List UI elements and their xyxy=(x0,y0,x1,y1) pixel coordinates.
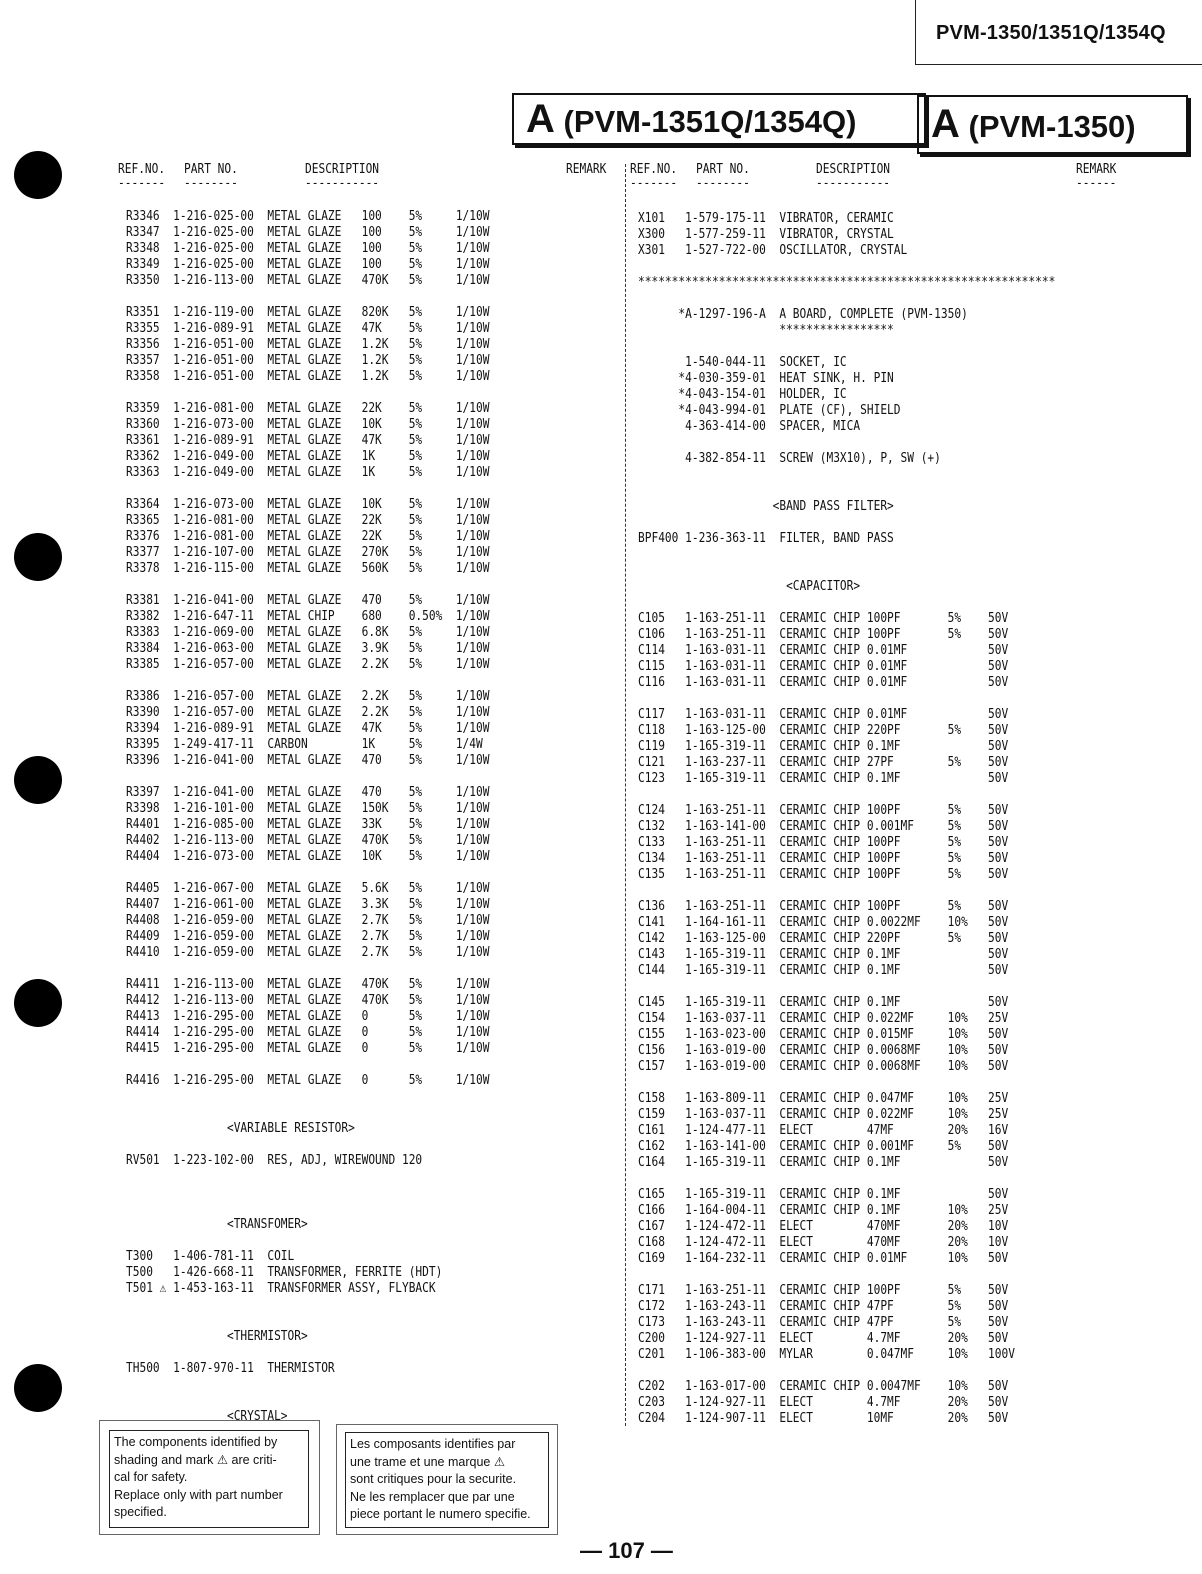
spacer-row xyxy=(126,1137,489,1153)
part-row: C105 1-163-251-11 CERAMIC CHIP 100PF 5% 50V xyxy=(638,611,1009,626)
part-row: R3351 1-216-119-00 METAL GLAZE 820K 5% 1/10W xyxy=(126,305,490,320)
note-line: Replace only with part number xyxy=(114,1487,283,1502)
part-row: C202 1-163-017-00 CERAMIC CHIP 0.0047MF 10% 50V xyxy=(638,1379,1009,1394)
note-line: specified. xyxy=(114,1505,167,1519)
part-row: <CRYSTAL> xyxy=(126,1409,288,1424)
model-title: PVM-1350/1351Q/1354Q xyxy=(936,22,1166,44)
part-row: C171 1-163-251-11 CERAMIC CHIP 100PF 5% 50V xyxy=(638,1283,1009,1298)
part-row: *4-043-994-01 PLATE (CF), SHIELD xyxy=(638,403,901,418)
part-row: R3348 1-216-025-00 METAL GLAZE 100 5% 1/10W xyxy=(126,241,490,256)
banner-model: (PVM-1350) xyxy=(959,109,1136,144)
left-header-desc-rule: ----------- xyxy=(305,176,380,191)
part-row: C165 1-165-319-11 CERAMIC CHIP 0.1MF 50V xyxy=(638,1187,1009,1202)
part-row: C117 1-163-031-11 CERAMIC CHIP 0.01MF 50V xyxy=(638,707,1009,722)
part-row: C132 1-163-141-00 CERAMIC CHIP 0.001MF 5% 50V xyxy=(638,819,1009,834)
part-row: <CAPACITOR> xyxy=(638,579,861,594)
part-row: R3386 1-216-057-00 METAL GLAZE 2.2K 5% 1/10W xyxy=(126,689,490,704)
spacer-row xyxy=(126,1345,489,1361)
right-header-part-rule: -------- xyxy=(696,176,750,191)
spacer-row xyxy=(126,865,489,881)
banner-a-1350 xyxy=(917,95,1188,154)
note-line: piece portant le numero specifie. xyxy=(350,1507,531,1521)
punch-hole xyxy=(14,979,62,1027)
part-row: R3361 1-216-089-91 METAL GLAZE 47K 5% 1/10W xyxy=(126,433,490,448)
part-row: C118 1-163-125-00 CERAMIC CHIP 220PF 5% 50V xyxy=(638,723,1009,738)
banner-board-letter: A xyxy=(526,97,555,141)
part-row: RV501 1-223-102-00 RES, ADJ, WIREWOUND 120 xyxy=(126,1153,423,1168)
part-row: C135 1-163-251-11 CERAMIC CHIP 100PF 5% 50V xyxy=(638,867,1009,882)
right-header-desc: DESCRIPTION xyxy=(816,162,891,177)
part-row: R3383 1-216-069-00 METAL GLAZE 6.8K 5% 1/10W xyxy=(126,625,490,640)
part-row: C115 1-163-031-11 CERAMIC CHIP 0.01MF 50V xyxy=(638,659,1009,674)
part-row: R3390 1-216-057-00 METAL GLAZE 2.2K 5% 1/10W xyxy=(126,705,490,720)
right-header-part: PART NO. xyxy=(696,162,750,177)
part-row: R3350 1-216-113-00 METAL GLAZE 470K 5% 1/10W xyxy=(126,273,490,288)
part-row: R4405 1-216-067-00 METAL GLAZE 5.6K 5% 1/10W xyxy=(126,881,490,896)
part-row: <VARIABLE RESISTOR> xyxy=(126,1121,355,1136)
part-row: C154 1-163-037-11 CERAMIC CHIP 0.022MF 10% 25V xyxy=(638,1011,1009,1026)
part-row: 4-363-414-00 SPACER, MICA xyxy=(638,419,861,434)
part-row: R3364 1-216-073-00 METAL GLAZE 10K 5% 1/10W xyxy=(126,497,490,512)
part-row: C136 1-163-251-11 CERAMIC CHIP 100PF 5% 50V xyxy=(638,899,1009,914)
spacer-row xyxy=(126,1201,489,1217)
part-row: R4402 1-216-113-00 METAL GLAZE 470K 5% 1/10W xyxy=(126,833,490,848)
note-line: sont critiques pour la securite. xyxy=(350,1472,517,1486)
spacer-row xyxy=(638,515,1055,531)
part-row: R3385 1-216-057-00 METAL GLAZE 2.2K 5% 1/10W xyxy=(126,657,490,672)
spacer-row xyxy=(126,1377,489,1393)
part-row: C200 1-124-927-11 ELECT 4.7MF 20% 50V xyxy=(638,1331,1009,1346)
spacer-row xyxy=(126,481,489,497)
spacer-row xyxy=(638,259,1055,275)
part-row: C155 1-163-023-00 CERAMIC CHIP 0.015MF 10% 50V xyxy=(638,1027,1009,1042)
spacer-row xyxy=(126,577,489,593)
part-row: R3365 1-216-081-00 METAL GLAZE 22K 5% 1/10W xyxy=(126,513,490,528)
spacer-row xyxy=(638,291,1055,307)
spacer-row xyxy=(638,1171,1055,1187)
part-row: C201 1-106-383-00 MYLAR 0.047MF 10% 100V xyxy=(638,1347,1015,1362)
part-row: <THERMISTOR> xyxy=(126,1329,308,1344)
right-header-desc-rule: ----------- xyxy=(816,176,891,191)
part-row: T300 1-406-781-11 COIL xyxy=(126,1249,295,1264)
spacer-row xyxy=(638,339,1055,355)
part-row: R4401 1-216-085-00 METAL GLAZE 33K 5% 1/10W xyxy=(126,817,490,832)
part-row: C145 1-165-319-11 CERAMIC CHIP 0.1MF 50V xyxy=(638,995,1009,1010)
column-separator xyxy=(625,164,626,1426)
part-row: R3377 1-216-107-00 METAL GLAZE 270K 5% 1/10W xyxy=(126,545,490,560)
part-row: R3356 1-216-051-00 METAL GLAZE 1.2K 5% 1/10W xyxy=(126,337,490,352)
part-row: C161 1-124-477-11 ELECT 47MF 20% 16V xyxy=(638,1123,1009,1138)
page-number: — 107 — xyxy=(580,1538,673,1563)
spacer-row xyxy=(126,673,489,689)
part-row: R3395 1-249-417-11 CARBON 1K 5% 1/4W xyxy=(126,737,483,752)
right-header-ref: REF.NO. xyxy=(630,162,678,177)
part-row: C157 1-163-019-00 CERAMIC CHIP 0.0068MF 10% 50V xyxy=(638,1059,1009,1074)
part-row: C162 1-163-141-00 CERAMIC CHIP 0.001MF 5% 50V xyxy=(638,1139,1009,1154)
left-header-remark: REMARK xyxy=(566,162,607,177)
note-line: shading and mark ⚠ are criti- xyxy=(114,1452,277,1467)
part-row: C167 1-124-472-11 ELECT 470MF 20% 10V xyxy=(638,1219,1009,1234)
left-parts-list xyxy=(126,209,489,1425)
spacer-row xyxy=(638,595,1055,611)
note-line: Ne les remplacer que par une xyxy=(350,1489,515,1504)
part-row: R4411 1-216-113-00 METAL GLAZE 470K 5% 1/10W xyxy=(126,977,490,992)
part-row: C142 1-163-125-00 CERAMIC CHIP 220PF 5% 50V xyxy=(638,931,1009,946)
part-row: ************************************************************** xyxy=(638,275,1056,290)
left-header-ref: REF.NO. xyxy=(118,162,166,177)
right-header-ref-rule: ------- xyxy=(630,176,678,191)
spacer-row xyxy=(126,1057,489,1073)
spacer-row xyxy=(638,563,1055,579)
part-row: R3376 1-216-081-00 METAL GLAZE 22K 5% 1/10W xyxy=(126,529,490,544)
note-line: cal for safety. xyxy=(114,1470,188,1484)
part-row: C156 1-163-019-00 CERAMIC CHIP 0.0068MF 10% 50V xyxy=(638,1043,1009,1058)
part-row: R4414 1-216-295-00 METAL GLAZE 0 5% 1/10W xyxy=(126,1025,490,1040)
right-header-remark: REMARK xyxy=(1076,162,1117,177)
part-row: C119 1-165-319-11 CERAMIC CHIP 0.1MF 50V xyxy=(638,739,1009,754)
left-header-ref-rule: ------- xyxy=(118,176,166,191)
spacer-row xyxy=(126,1393,489,1409)
spacer-row xyxy=(126,1185,489,1201)
left-header-desc: DESCRIPTION xyxy=(305,162,380,177)
part-row: C143 1-165-319-11 CERAMIC CHIP 0.1MF 50V xyxy=(638,947,1009,962)
part-row: X101 1-579-175-11 VIBRATOR, CERAMIC xyxy=(638,211,894,226)
spacer-row xyxy=(126,961,489,977)
spacer-row xyxy=(126,289,489,305)
spacer-row xyxy=(638,547,1055,563)
punch-hole xyxy=(14,756,62,804)
part-row: R3363 1-216-049-00 METAL GLAZE 1K 5% 1/10W xyxy=(126,465,490,480)
part-row: R4410 1-216-059-00 METAL GLAZE 2.7K 5% 1/10W xyxy=(126,945,490,960)
spacer-row xyxy=(126,1169,489,1185)
part-row: R3362 1-216-049-00 METAL GLAZE 1K 5% 1/10W xyxy=(126,449,490,464)
part-row: *4-030-359-01 HEAT SINK, H. PIN xyxy=(638,371,894,386)
part-row: C134 1-163-251-11 CERAMIC CHIP 100PF 5% 50V xyxy=(638,851,1009,866)
spacer-row xyxy=(638,1075,1055,1091)
part-row: R4412 1-216-113-00 METAL GLAZE 470K 5% 1/10W xyxy=(126,993,490,1008)
part-row: R3397 1-216-041-00 METAL GLAZE 470 5% 1/10W xyxy=(126,785,490,800)
part-row: *A-1297-196-A A BOARD, COMPLETE (PVM-1350) xyxy=(638,307,968,322)
safety-note-french xyxy=(345,1432,549,1528)
safety-note-english xyxy=(109,1430,309,1528)
part-row: R3360 1-216-073-00 METAL GLAZE 10K 5% 1/10W xyxy=(126,417,490,432)
spacer-row xyxy=(638,483,1055,499)
part-row: R4413 1-216-295-00 METAL GLAZE 0 5% 1/10W xyxy=(126,1009,490,1024)
part-row: C203 1-124-927-11 ELECT 4.7MF 20% 50V xyxy=(638,1395,1009,1410)
spacer-row xyxy=(126,1089,489,1105)
part-row: BPF400 1-236-363-11 FILTER, BAND PASS xyxy=(638,531,894,546)
part-row: X300 1-577-259-11 VIBRATOR, CRYSTAL xyxy=(638,227,894,242)
part-row: R3355 1-216-089-91 METAL GLAZE 47K 5% 1/10W xyxy=(126,321,490,336)
note-line: The components identified by xyxy=(114,1435,278,1449)
part-row: C204 1-124-907-11 ELECT 10MF 20% 50V xyxy=(638,1411,1009,1426)
banner-a-1351q xyxy=(512,93,926,145)
part-row: C172 1-163-243-11 CERAMIC CHIP 47PF 5% 50V xyxy=(638,1299,1009,1314)
part-row: C141 1-164-161-11 CERAMIC CHIP 0.0022MF 10% 50V xyxy=(638,915,1009,930)
part-row: <BAND PASS FILTER> xyxy=(638,499,894,514)
right-header-remark-rule: ------ xyxy=(1076,176,1117,191)
part-row: C159 1-163-037-11 CERAMIC CHIP 0.022MF 10% 25V xyxy=(638,1107,1009,1122)
part-row: C116 1-163-031-11 CERAMIC CHIP 0.01MF 50V xyxy=(638,675,1009,690)
part-row: R3394 1-216-089-91 METAL GLAZE 47K 5% 1/10W xyxy=(126,721,490,736)
part-row: C124 1-163-251-11 CERAMIC CHIP 100PF 5% 50V xyxy=(638,803,1009,818)
part-row: R3398 1-216-101-00 METAL GLAZE 150K 5% 1/10W xyxy=(126,801,490,816)
part-row: R3347 1-216-025-00 METAL GLAZE 100 5% 1/10W xyxy=(126,225,490,240)
left-header-part-rule: -------- xyxy=(184,176,238,191)
punch-hole xyxy=(14,1364,62,1412)
part-row: C144 1-165-319-11 CERAMIC CHIP 0.1MF 50V xyxy=(638,963,1009,978)
spacer-row xyxy=(126,1297,489,1313)
punch-hole xyxy=(14,151,62,199)
part-row: R3346 1-216-025-00 METAL GLAZE 100 5% 1/10W xyxy=(126,209,490,224)
spacer-row xyxy=(126,385,489,401)
part-row: 4-382-854-11 SCREW (M3X10), P, SW (+) xyxy=(638,451,941,466)
note-line: Les composants identifies par xyxy=(350,1437,516,1451)
spacer-row xyxy=(638,691,1055,707)
part-row: X301 1-527-722-00 OSCILLATOR, CRYSTAL xyxy=(638,243,908,258)
part-row: T500 1-426-668-11 TRANSFORMER, FERRITE (HDT) xyxy=(126,1265,443,1280)
part-row: 1-540-044-11 SOCKET, IC xyxy=(638,355,847,370)
part-row: TH500 1-807-970-11 THERMISTOR xyxy=(126,1361,335,1376)
spacer-row xyxy=(638,435,1055,451)
part-row: C114 1-163-031-11 CERAMIC CHIP 0.01MF 50V xyxy=(638,643,1009,658)
part-row: C169 1-164-232-11 CERAMIC CHIP 0.01MF 10% 50V xyxy=(638,1251,1009,1266)
part-row: C164 1-165-319-11 CERAMIC CHIP 0.1MF 50V xyxy=(638,1155,1009,1170)
part-row: R4415 1-216-295-00 METAL GLAZE 0 5% 1/10W xyxy=(126,1041,490,1056)
part-row: R3359 1-216-081-00 METAL GLAZE 22K 5% 1/10W xyxy=(126,401,490,416)
left-header-part: PART NO. xyxy=(184,162,238,177)
spacer-row xyxy=(638,1363,1055,1379)
part-row: C166 1-164-004-11 CERAMIC CHIP 0.1MF 10% 25V xyxy=(638,1203,1009,1218)
part-row: C121 1-163-237-11 CERAMIC CHIP 27PF 5% 50V xyxy=(638,755,1009,770)
part-row: R4407 1-216-061-00 METAL GLAZE 3.3K 5% 1/10W xyxy=(126,897,490,912)
banner-model: (PVM-1351Q/1354Q) xyxy=(554,104,857,139)
part-row: C133 1-163-251-11 CERAMIC CHIP 100PF 5% 50V xyxy=(638,835,1009,850)
part-row: R4404 1-216-073-00 METAL GLAZE 10K 5% 1/10W xyxy=(126,849,490,864)
spacer-row xyxy=(638,467,1055,483)
spacer-row xyxy=(126,769,489,785)
spacer-row xyxy=(126,1313,489,1329)
part-row: R3384 1-216-063-00 METAL GLAZE 3.9K 5% 1/10W xyxy=(126,641,490,656)
part-row: *4-043-154-01 HOLDER, IC xyxy=(638,387,847,402)
spacer-row xyxy=(638,883,1055,899)
part-row: R3358 1-216-051-00 METAL GLAZE 1.2K 5% 1/10W xyxy=(126,369,490,384)
spacer-row xyxy=(638,787,1055,803)
part-row: R4409 1-216-059-00 METAL GLAZE 2.7K 5% 1/10W xyxy=(126,929,490,944)
punch-hole xyxy=(14,533,62,581)
part-row: T501 ⚠ 1-453-163-11 TRANSFORMER ASSY, FLYBACK xyxy=(126,1281,436,1296)
spacer-row xyxy=(638,979,1055,995)
part-row: ***************** xyxy=(638,323,894,338)
part-row: R4416 1-216-295-00 METAL GLAZE 0 5% 1/10W xyxy=(126,1073,490,1088)
part-row: R3349 1-216-025-00 METAL GLAZE 100 5% 1/10W xyxy=(126,257,490,272)
part-row: R3378 1-216-115-00 METAL GLAZE 560K 5% 1/10W xyxy=(126,561,490,576)
spacer-row xyxy=(126,1233,489,1249)
part-row: <TRANSFOMER> xyxy=(126,1217,308,1232)
note-line: une trame et une marque ⚠ xyxy=(350,1454,506,1469)
part-row: C106 1-163-251-11 CERAMIC CHIP 100PF 5% 50V xyxy=(638,627,1009,642)
part-row: C123 1-165-319-11 CERAMIC CHIP 0.1MF 50V xyxy=(638,771,1009,786)
part-row: R4408 1-216-059-00 METAL GLAZE 2.7K 5% 1/10W xyxy=(126,913,490,928)
part-row: C158 1-163-809-11 CERAMIC CHIP 0.047MF 10% 25V xyxy=(638,1091,1009,1106)
spacer-row xyxy=(638,1267,1055,1283)
part-row: R3357 1-216-051-00 METAL GLAZE 1.2K 5% 1/10W xyxy=(126,353,490,368)
part-row: R3382 1-216-647-11 METAL CHIP 680 0.50% 1/10W xyxy=(126,609,490,624)
part-row: C168 1-124-472-11 ELECT 470MF 20% 10V xyxy=(638,1235,1009,1250)
part-row: R3381 1-216-041-00 METAL GLAZE 470 5% 1/10W xyxy=(126,593,490,608)
part-row: R3396 1-216-041-00 METAL GLAZE 470 5% 1/10W xyxy=(126,753,490,768)
right-parts-list xyxy=(638,211,1055,1427)
spacer-row xyxy=(126,1105,489,1121)
part-row: C173 1-163-243-11 CERAMIC CHIP 47PF 5% 50V xyxy=(638,1315,1009,1330)
banner-board-letter: A xyxy=(931,102,960,146)
